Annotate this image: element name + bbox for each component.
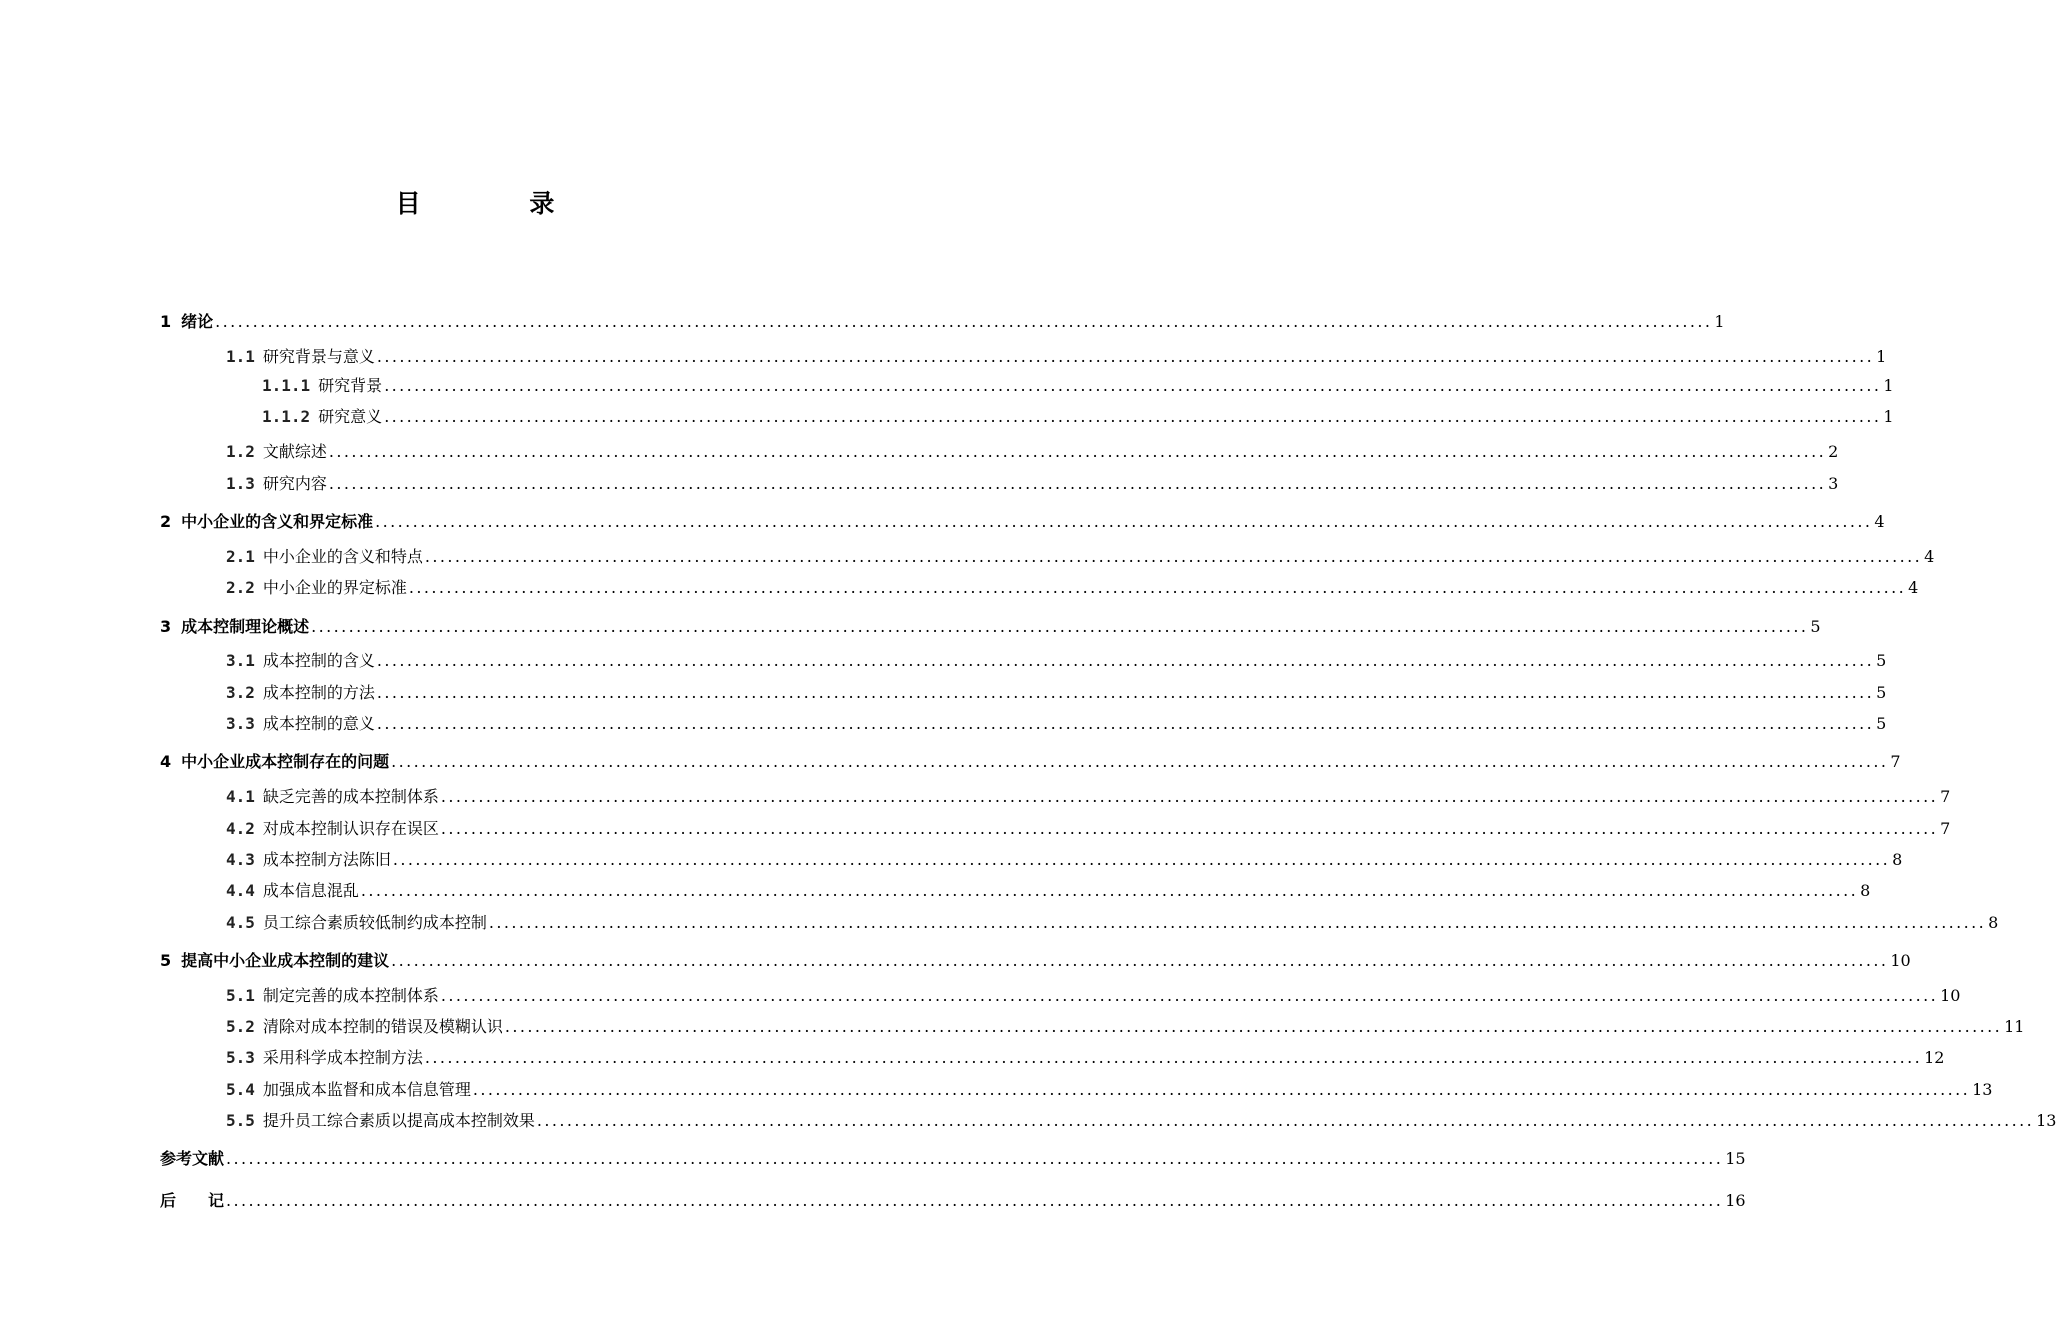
toc-entry-title: 清除对成本控制的错误及模糊认识: [262, 1017, 503, 1036]
toc-entry-number: 5.3: [226, 1048, 255, 1067]
toc-entry[interactable]: [0, 1109, 2056, 1133]
toc-entry[interactable]: [0, 785, 1951, 809]
toc-entry-page-number: 4: [1924, 547, 1935, 566]
toc-entry-title: 成本控制的方法: [262, 683, 375, 702]
toc-entry-page-number: 11: [2004, 1017, 2025, 1036]
toc-entry-page-number: 4: [1908, 578, 1919, 597]
toc-entry-page-number: 3: [1828, 474, 1839, 493]
toc-entry-title: 员工综合素质较低制约成本控制: [262, 913, 487, 932]
toc-entry[interactable]: [0, 576, 1919, 600]
toc-entry[interactable]: [0, 472, 1839, 496]
toc-entry-page-number: 13: [2036, 1111, 2056, 1130]
toc-entry-number: 5.4: [226, 1080, 255, 1099]
toc-entry-number: 3.2: [226, 683, 255, 702]
toc-entry-title: 成本信息混乱: [262, 881, 359, 900]
toc-entry[interactable]: [0, 374, 1894, 398]
toc-entry-page-number: 5: [1876, 714, 1887, 733]
toc-entry[interactable]: [0, 949, 1911, 973]
toc-entry[interactable]: [0, 545, 1935, 569]
toc-entry[interactable]: [0, 879, 1871, 903]
toc-entry-title: 绪论: [181, 312, 214, 331]
toc-entry-page-number: 8: [1892, 850, 1903, 869]
dot-leader: ........................................................................................................................................................................................................: [328, 442, 1827, 461]
toc-entry-title: 提高中小企业成本控制的建议: [181, 951, 390, 970]
toc-entry[interactable]: [0, 750, 1901, 774]
toc-entry[interactable]: [0, 615, 1821, 639]
toc-entry-page-number: 8: [1988, 913, 1999, 932]
toc-entry[interactable]: [0, 440, 1839, 464]
dot-leader: ........................................................................................................................................................................................................: [376, 714, 1875, 733]
toc-entry-page-number: 2: [1828, 442, 1839, 461]
toc-entry-number: 3.1: [226, 651, 255, 670]
toc-entry[interactable]: [0, 310, 1725, 334]
toc-entry-number: 2.2: [226, 578, 255, 597]
dot-leader: ........................................................................................................................................................................................................: [311, 617, 1809, 636]
dot-leader: ........................................................................................................................................................................................................: [328, 474, 1827, 493]
toc-entry-page-number: 1: [1883, 376, 1894, 395]
toc-entry[interactable]: [0, 345, 1887, 369]
dot-leader: ........................................................................................................................................................................................................: [376, 651, 1875, 670]
toc-entry-title: 中小企业的界定标准: [262, 578, 407, 597]
toc-entry[interactable]: [0, 1046, 1945, 1070]
toc-entry-number: 4: [160, 752, 172, 771]
toc-entry-page-number: 5: [1876, 651, 1887, 670]
dot-leader: ........................................................................................................................................................................................................: [504, 1017, 2003, 1036]
toc-entry-title: 成本控制理论概述: [181, 617, 310, 636]
toc-entry-number: 2: [160, 512, 172, 531]
toc-entry-title: 研究内容: [262, 474, 327, 493]
toc-entry-number: 5: [160, 951, 172, 970]
toc-entry-title: 中小企业的含义和界定标准: [181, 512, 374, 531]
page-title: 目 录: [395, 189, 605, 218]
toc-entry-page-number: 16: [1725, 1191, 1746, 1210]
toc-entry-number: 4.5: [226, 913, 255, 932]
toc-entry-title: 后 记: [160, 1191, 225, 1210]
toc-entry-title: 文献综述: [262, 442, 327, 461]
toc-entry-number: 3.3: [226, 714, 255, 733]
toc-entry[interactable]: [0, 817, 1951, 841]
toc-entry-title: 参考文献: [160, 1149, 225, 1168]
toc-entry[interactable]: [0, 712, 1887, 736]
toc-entry-title: 中小企业的含义和特点: [262, 547, 423, 566]
toc-entry-title: 中小企业成本控制存在的问题: [181, 752, 390, 771]
dot-leader: ........................................................................................................................................................................................................: [424, 547, 1923, 566]
toc-entry-number: 4.3: [226, 850, 255, 869]
toc-entry[interactable]: [0, 1147, 1746, 1171]
toc-entry-page-number: 7: [1940, 819, 1951, 838]
dot-leader: ........................................................................................................................................................................................................: [384, 376, 1882, 395]
dot-leader: ........................................................................................................................................................................................................: [488, 913, 1987, 932]
dot-leader: ........................................................................................................................................................................................................: [408, 578, 1907, 597]
toc-entry[interactable]: [0, 911, 1999, 935]
dot-leader: ........................................................................................................................................................................................................: [226, 1191, 1724, 1210]
toc-entry-title: 研究意义: [318, 407, 383, 426]
toc-entry-title: 制定完善的成本控制体系: [262, 986, 439, 1005]
dot-leader: ........................................................................................................................................................................................................: [360, 881, 1859, 900]
toc-entry-number: 4.2: [226, 819, 255, 838]
toc-entry-title: 成本控制方法陈旧: [262, 850, 391, 869]
toc-entry-page-number: 13: [1972, 1080, 1993, 1099]
toc-entry[interactable]: [0, 848, 1903, 872]
toc-entry-title: 成本控制的意义: [262, 714, 375, 733]
toc-entry-page-number: 8: [1860, 881, 1871, 900]
toc-entry-title: 研究背景与意义: [262, 347, 375, 366]
dot-leader: ........................................................................................................................................................................................................: [391, 752, 1889, 771]
toc-entry[interactable]: [0, 984, 1961, 1008]
toc-entry-number: 5.5: [226, 1111, 255, 1130]
toc-entry-title: 加强成本监督和成本信息管理: [262, 1080, 471, 1099]
toc-entry-page-number: 10: [1890, 951, 1911, 970]
toc-entry-page-number: 12: [1924, 1048, 1945, 1067]
toc-entry-page-number: 7: [1890, 752, 1901, 771]
toc-entry-page-number: 7: [1940, 787, 1951, 806]
toc-entry[interactable]: [0, 1078, 1993, 1102]
toc-entry-number: 1.1.2: [262, 407, 311, 426]
toc-entry[interactable]: [0, 649, 1887, 673]
toc-entry-number: 3: [160, 617, 172, 636]
toc-entry-number: 4.4: [226, 881, 255, 900]
dot-leader: ........................................................................................................................................................................................................: [472, 1080, 1971, 1099]
toc-entry-page-number: 15: [1725, 1149, 1746, 1168]
dot-leader: ........................................................................................................................................................................................................: [384, 407, 1882, 426]
toc-entry-title: 对成本控制认识存在误区: [262, 819, 439, 838]
dot-leader: ........................................................................................................................................................................................................: [226, 1149, 1724, 1168]
toc-entry-title: 成本控制的含义: [262, 651, 375, 670]
toc-entry-number: 2.1: [226, 547, 255, 566]
toc-entry-number: 1.1.1: [262, 376, 311, 395]
dot-leader: ........................................................................................................................................................................................................: [536, 1111, 2035, 1130]
toc-entry-title: 提升员工综合素质以提高成本控制效果: [262, 1111, 535, 1130]
toc-entry-number: 1.2: [226, 442, 255, 461]
dot-leader: ........................................................................................................................................................................................................: [440, 787, 1939, 806]
dot-leader: ........................................................................................................................................................................................................: [392, 850, 1891, 869]
toc-entry-page-number: 1: [1876, 347, 1887, 366]
toc-entry-number: 4.1: [226, 787, 255, 806]
toc-entry-page-number: 5: [1876, 683, 1887, 702]
toc-entry-number: 5.2: [226, 1017, 255, 1036]
dot-leader: ........................................................................................................................................................................................................: [440, 986, 1939, 1005]
toc-entry[interactable]: [0, 1189, 1746, 1213]
toc-entry-page-number: 10: [1940, 986, 1961, 1005]
toc-entry-number: 1: [160, 312, 172, 331]
toc-entry-title: 研究背景: [318, 376, 383, 395]
dot-leader: ........................................................................................................................................................................................................: [376, 347, 1875, 366]
toc-entry-title: 缺乏完善的成本控制体系: [262, 787, 439, 806]
toc-entry[interactable]: [0, 1015, 2025, 1039]
toc-entry[interactable]: [0, 681, 1887, 705]
toc-entry-page-number: 4: [1874, 512, 1885, 531]
toc-entry-number: 1.3: [226, 474, 255, 493]
toc-entry[interactable]: [0, 510, 1885, 534]
dot-leader: ........................................................................................................................................................................................................: [391, 951, 1889, 970]
dot-leader: ........................................................................................................................................................................................................: [375, 512, 1873, 531]
dot-leader: ........................................................................................................................................................................................................: [440, 819, 1939, 838]
toc-entry-number: 5.1: [226, 986, 255, 1005]
dot-leader: ........................................................................................................................................................................................................: [376, 683, 1875, 702]
toc-entry-number: 1.1: [226, 347, 255, 366]
toc-entry-title: 采用科学成本控制方法: [262, 1048, 423, 1067]
toc-entry[interactable]: [0, 405, 1894, 429]
toc-entry-page-number: 5: [1810, 617, 1821, 636]
toc-entry-page-number: 1: [1883, 407, 1894, 426]
dot-leader: ........................................................................................................................................................................................................: [424, 1048, 1923, 1067]
toc-entry-page-number: 1: [1714, 312, 1725, 331]
dot-leader: ........................................................................................................................................................................................................: [215, 312, 1713, 331]
